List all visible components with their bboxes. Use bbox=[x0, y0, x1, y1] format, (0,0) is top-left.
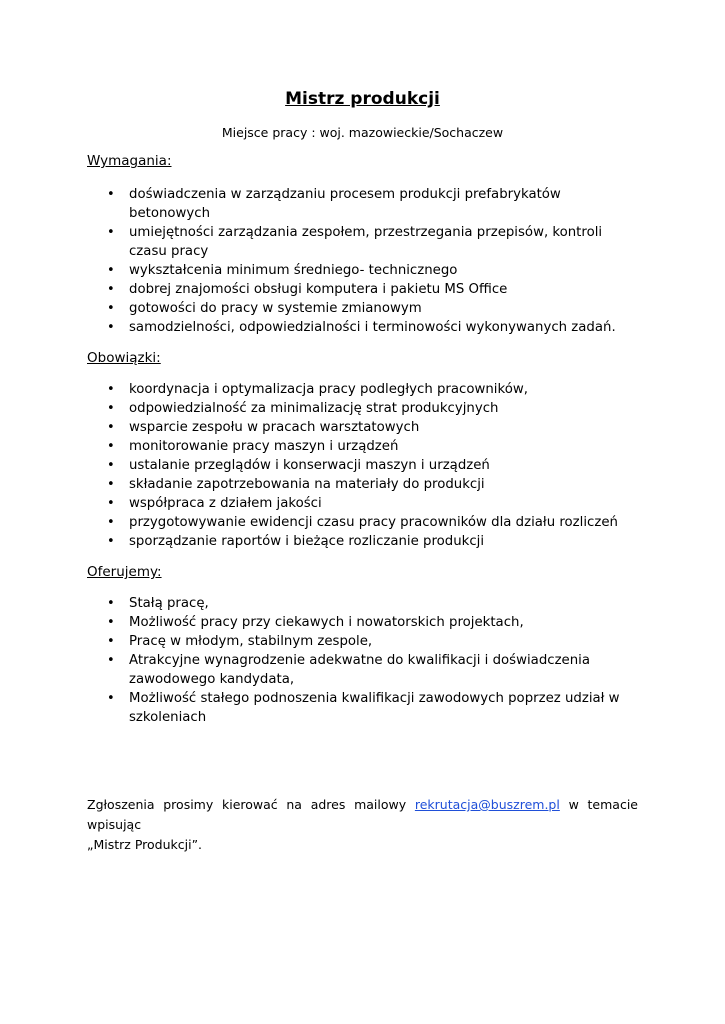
footer-prefix: Zgłoszenia prosimy kierować na adres mailowy bbox=[87, 797, 415, 812]
list-item-text: koordynacja i optymalizacja pracy podległych pracowników, bbox=[129, 382, 528, 397]
footer-suffix: w temacie wpisując bbox=[87, 797, 638, 832]
list-item bbox=[0, 613, 725, 632]
requirements-heading: Wymagania: bbox=[87, 153, 172, 169]
requirements-list bbox=[0, 185, 725, 337]
list-item bbox=[0, 380, 725, 399]
list-item-text: Możliwość stałego podnoszenia kwalifikacji zawodowych poprzez udział w szkoleniach bbox=[129, 691, 620, 725]
bullet-icon: • bbox=[107, 515, 115, 530]
list-item-text: Możliwość pracy przy ciekawych i nowatorskich projektach, bbox=[129, 615, 524, 630]
bullet-icon: • bbox=[107, 691, 115, 706]
offer-list bbox=[0, 594, 725, 727]
list-item-text: umiejętności zarządzania zespołem, przestrzegania przepisów, kontroli czasu pracy bbox=[129, 225, 603, 259]
list-item-text: przygotowywanie ewidencji czasu pracy pracowników dla działu rozliczeń bbox=[129, 515, 618, 530]
list-item bbox=[0, 437, 725, 456]
list-item-text: gotowości do pracy w systemie zmianowym bbox=[129, 301, 422, 316]
list-item bbox=[0, 494, 725, 513]
bullet-icon: • bbox=[107, 458, 115, 473]
list-item bbox=[0, 261, 725, 280]
bullet-icon: • bbox=[107, 420, 115, 435]
list-item-text: wsparcie zespołu w pracach warsztatowych bbox=[129, 420, 420, 435]
list-item-text: doświadczenia w zarządzaniu procesem produkcji prefabrykatów betonowych bbox=[129, 187, 561, 221]
duties-heading: Obowiązki: bbox=[87, 350, 161, 366]
list-item bbox=[0, 651, 725, 689]
email-link[interactable]: rekrutacja@buszrem.pl bbox=[414, 797, 560, 812]
list-item-text: ustalanie przeglądów i konserwacji maszyn i urządzeń bbox=[129, 458, 490, 473]
bullet-icon: • bbox=[107, 320, 115, 335]
page-title: Mistrz produkcji bbox=[285, 89, 440, 109]
application-instructions bbox=[87, 795, 638, 855]
list-item bbox=[0, 689, 725, 727]
bullet-icon: • bbox=[107, 596, 115, 611]
bullet-icon: • bbox=[107, 634, 115, 649]
bullet-icon: • bbox=[107, 477, 115, 492]
bullet-icon: • bbox=[107, 263, 115, 278]
list-item bbox=[0, 185, 725, 223]
list-item bbox=[0, 475, 725, 494]
list-item bbox=[0, 299, 725, 318]
list-item bbox=[0, 632, 725, 651]
list-item bbox=[0, 399, 725, 418]
bullet-icon: • bbox=[107, 439, 115, 454]
list-item bbox=[0, 223, 725, 261]
footer-line-1 bbox=[87, 795, 638, 835]
offer-heading: Oferujemy: bbox=[87, 564, 162, 580]
bullet-icon: • bbox=[107, 534, 115, 549]
list-item-text: wykształcenia minimum średniego- technicznego bbox=[129, 263, 458, 278]
list-item-text: dobrej znajomości obsługi komputera i pakietu MS Office bbox=[129, 282, 508, 297]
list-item bbox=[0, 532, 725, 551]
list-item-text: Pracę w młodym, stabilnym zespole, bbox=[129, 634, 373, 649]
list-item-text: samodzielności, odpowiedzialności i terminowości wykonywanych zadań. bbox=[129, 320, 616, 335]
list-item-text: Stałą pracę, bbox=[129, 596, 209, 611]
duties-list bbox=[0, 380, 725, 551]
bullet-icon: • bbox=[107, 496, 115, 511]
list-item-text: Atrakcyjne wynagrodzenie adekwatne do kwalifikacji i doświadczenia zawodowego kandydata, bbox=[129, 653, 590, 687]
bullet-icon: • bbox=[107, 301, 115, 316]
bullet-icon: • bbox=[107, 653, 115, 668]
list-item bbox=[0, 280, 725, 299]
list-item-text: sporządzanie raportów i bieżące rozliczanie produkcji bbox=[129, 534, 485, 549]
bullet-icon: • bbox=[107, 282, 115, 297]
list-item bbox=[0, 594, 725, 613]
bullet-icon: • bbox=[107, 225, 115, 240]
list-item bbox=[0, 318, 725, 337]
list-item-text: współpraca z działem jakości bbox=[129, 496, 322, 511]
list-item-text: odpowiedzialność za minimalizację strat produkcyjnych bbox=[129, 401, 499, 416]
list-item-text: składanie zapotrzebowania na materiały do produkcji bbox=[129, 477, 485, 492]
list-item bbox=[0, 456, 725, 475]
job-location: Miejsce pracy : woj. mazowieckie/Sochaczew bbox=[221, 125, 504, 140]
list-item bbox=[0, 418, 725, 437]
list-item-text: monitorowanie pracy maszyn i urządzeń bbox=[129, 439, 399, 454]
subject-line: „Mistrz Produkcji”. bbox=[87, 837, 203, 852]
list-item bbox=[0, 513, 725, 532]
bullet-icon: • bbox=[107, 615, 115, 630]
bullet-icon: • bbox=[107, 401, 115, 416]
bullet-icon: • bbox=[107, 187, 115, 202]
bullet-icon: • bbox=[107, 382, 115, 397]
